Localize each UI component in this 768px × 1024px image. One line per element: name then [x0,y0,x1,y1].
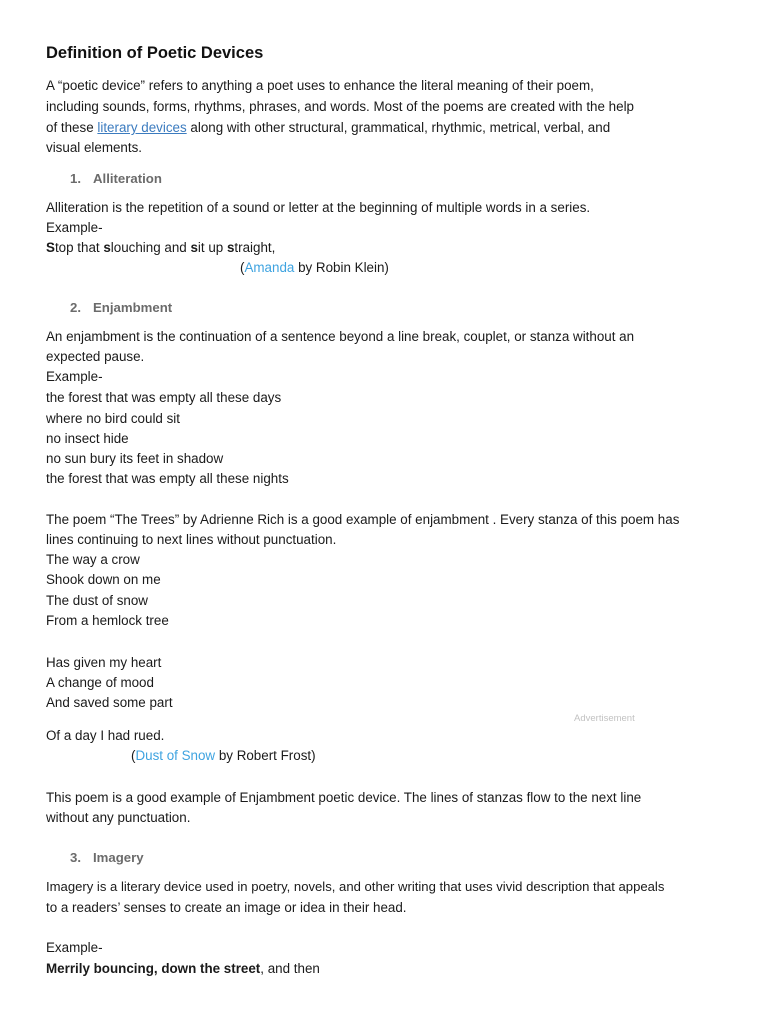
example-text: it up [197,240,227,255]
heading-number: 1. [70,171,81,186]
intro-line [46,118,610,139]
enjambment-definition: An enjambment is the continuation of a sentence beyond a line break, couplet, or stanza without an [46,329,635,344]
credit-paren: ( [131,748,136,763]
heading-text: Alliteration [93,171,162,186]
poem-line: the forest that was empty all these nights [46,471,289,486]
imagery-definition: Imagery is a literary device used in poetry, novels, and other writing that uses vivid description that appeals [46,879,665,894]
example-text: louching and [110,240,191,255]
dust-of-snow-link[interactable]: Dust of Snow [135,748,216,763]
intro-line: including sounds, forms, rhythms, phrases, and words. Most of the poems are created with the help [46,99,634,114]
poem-line: Of a day I had rued. [46,728,165,743]
alliteration-credit [240,258,389,279]
example-label: Example- [46,940,103,955]
poem-line: The way a crow [46,552,140,567]
credit-text: by Robert Frost) [215,748,316,763]
enjambment-paragraph: lines continuing to next lines without punctuation. [46,532,337,547]
poem-line: From a hemlock tree [46,613,169,628]
example-text: top that [54,240,104,255]
heading-text: Enjambment [93,300,173,315]
heading-text: Imagery [93,850,144,865]
example-label: Example- [46,369,103,384]
intro-text: along with other structural, grammatical, rhythmic, metrical, verbal, and [186,120,611,135]
emphasis-letter: s [190,240,198,255]
poem-line: And saved some part [46,695,173,710]
poem-line: The dust of snow [46,593,148,608]
dust-of-snow-credit [131,746,316,767]
example-text: , and then [260,961,320,976]
alliteration-definition: Alliteration is the repetition of a sound or letter at the beginning of multiple words in a series. [46,200,591,215]
poem-line: no sun bury its feet in shadow [46,451,224,466]
intro-line: visual elements. [46,140,143,155]
example-text: traight, [234,240,276,255]
page-title: Definition of Poetic Devices [46,44,264,62]
example-emphasis: Merrily bouncing, down the street [46,961,261,976]
poem-line: the forest that was empty all these days [46,390,282,405]
heading-imagery [70,850,144,865]
imagery-example [46,959,320,980]
poem-line: where no bird could sit [46,411,180,426]
poem-line: A change of mood [46,675,154,690]
literary-devices-link[interactable]: literary devices [97,120,187,135]
heading-alliteration [70,171,162,186]
poem-line: no insect hide [46,431,129,446]
poem-line: Shook down on me [46,572,161,587]
enjambment-paragraph: The poem “The Trees” by Adrienne Rich is a good example of enjambment . Every stanza of this poem has [46,512,680,527]
enjambment-summary: without any punctuation. [46,810,191,825]
heading-enjambment [70,300,172,315]
poem-line: Has given my heart [46,655,162,670]
enjambment-definition: expected pause. [46,349,145,364]
heading-number: 2. [70,300,81,315]
credit-paren: ( [240,260,245,275]
advertisement-label: Advertisement [574,713,635,724]
imagery-definition: to a readers’ senses to create an image or idea in their head. [46,900,407,915]
heading-number: 3. [70,850,81,865]
example-label: Example- [46,220,103,235]
enjambment-summary: This poem is a good example of Enjambment poetic device. The lines of stanzas flow to the next line [46,790,642,805]
emphasis-letter: s [103,240,111,255]
alliteration-example [46,238,275,259]
emphasis-letter: S [46,240,55,255]
credit-text: by Robin Klein) [294,260,389,275]
intro-line: A “poetic device” refers to anything a poet uses to enhance the literal meaning of their poem, [46,78,594,93]
amanda-link[interactable]: Amanda [244,260,295,275]
intro-text: of these [46,120,98,135]
emphasis-letter: s [226,240,235,255]
